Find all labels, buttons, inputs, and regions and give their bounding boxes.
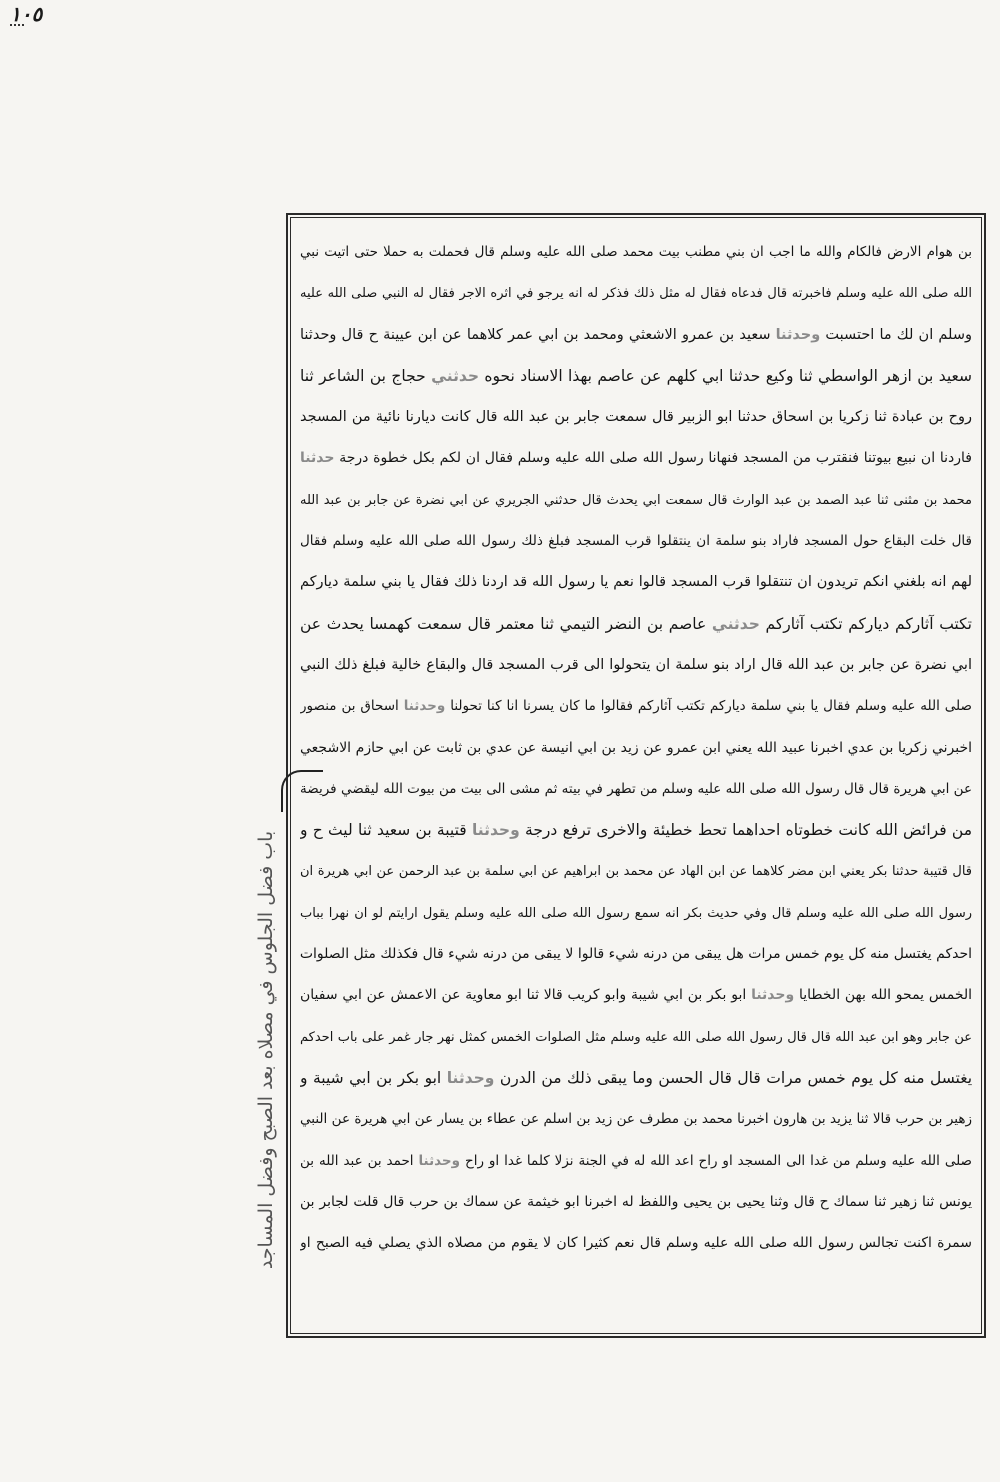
- corner-mark: [10, 24, 24, 28]
- text-segment: عن جابر وهو ابن عبد الله قال قال رسول الله صلى الله عليه وسلم مثل الصلوات الخمس كمثل نهر جار غمر على باب احدكم: [300, 1029, 972, 1045]
- text-line: [300, 1017, 972, 1058]
- text-line: [300, 851, 972, 892]
- text-line: [300, 975, 972, 1016]
- text-line: [300, 604, 972, 645]
- text-segment: روح بن عبادة ثنا زكريا بن اسحاق حدثنا ابو الزبير قال سمعت جابر بن عبد الله قال كانت ديارنا نائية من المسجد: [300, 409, 972, 426]
- text-segment: لهم انه بلغني انكم تريدون ان تنتقلوا قرب المسجد قالوا نعم يا رسول الله قد اردنا ذلك فقال يا بني سلمة دياركم: [300, 574, 972, 591]
- text-segment: صلى الله عليه وسلم من غدا الى المسجد او راح اعد الله له في الجنة نزلا كلما غدا او راح: [465, 1152, 972, 1169]
- hadith-marker: وحدثنا: [471, 821, 520, 840]
- text-segment: تكتب آثاركم دياركم تكتب آثاركم: [765, 614, 972, 633]
- text-line: [300, 645, 972, 686]
- text-segment: قال قتيبة حدثنا بكر يعني ابن مضر كلاهما عن ابن الهاد عن محمد بن ابراهيم عن ابي سلمة بن عبد الرحمن عن ابي هريرة ان: [300, 864, 972, 880]
- hadith-marker: وحدثنا: [403, 698, 446, 715]
- text-line: [300, 315, 972, 356]
- text-line: [300, 397, 972, 438]
- text-segment: صلى الله عليه وسلم فقال يا بني سلمة دياركم تكتب آثاركم فقالوا ما كان يسرنا انا كنا تحولنا: [450, 698, 972, 715]
- text-segment: الخمس يمحو الله بهن الخطايا: [798, 987, 972, 1004]
- text-line: [300, 1099, 972, 1140]
- hadith-marker: وحدثنا: [418, 1152, 461, 1169]
- text-segment: بن هوام الارض فالكام والله ما اجب ان بني مطنب بيت محمد صلى الله عليه وسلم قال فحملت به حملا حتى اتيت نبي: [300, 244, 972, 260]
- text-line: [300, 769, 972, 810]
- hadith-marker: حدثني: [431, 366, 480, 385]
- margin-note-text: باب فضل الجلوس في مصلاه بعد الصبح وفضل المساجد: [255, 830, 278, 1270]
- text-line: [300, 273, 972, 314]
- text-segment: احمد بن عبد الله بن: [300, 1152, 414, 1169]
- text-line: [300, 521, 972, 562]
- text-segment: سمرة اكنت تجالس رسول الله صلى الله عليه وسلم قال نعم كثيرا كان لا يقوم من مصلاه الذي يصلي فيه الصبح او: [300, 1235, 972, 1252]
- text-line: [300, 810, 972, 851]
- text-segment: سعيد بن ازهر الواسطي ثنا وكيع حدثنا ابي كلهم عن عاصم بهذا الاسناد نحوه: [484, 366, 972, 385]
- text-segment: اخبرني زكريا بن عدي اخبرنا عبيد الله يعني ابن عمرو عن زيد بن ابي انيسة عن عدي بن ثابت عن ابي حازم الاشجعي: [300, 739, 972, 756]
- text-line: [300, 438, 972, 479]
- hadith-marker: وحدثنا: [751, 987, 795, 1004]
- text-line: [300, 480, 972, 521]
- text-line: [300, 934, 972, 975]
- text-segment: الله صلى الله عليه وسلم فاخبرته قال فدعاه فقال له مثل ذلك فذكر له انه يرجو في اثره الاجر فقال له النبي صلى الله عليه: [300, 286, 972, 302]
- text-line: [300, 356, 972, 397]
- manuscript-text: [300, 232, 972, 1322]
- hadith-marker: حدثنا: [300, 450, 335, 467]
- text-line: [300, 562, 972, 603]
- text-segment: عاصم بن النضر التيمي ثنا معتمر قال سمعت كهمسا يحدث عن: [300, 614, 707, 633]
- text-segment: من فرائض الله كانت خطوتاه احداهما تحط خطيئة والاخرى ترفع درجة: [525, 821, 972, 840]
- margin-note: [236, 830, 296, 1270]
- text-segment: ابي نضرة عن جابر بن عبد الله قال اراد بنو سلمة ان يتحولوا الى قرب المسجد قال والبقاع خالية فبلغ ذلك النبي: [300, 656, 972, 673]
- text-line: [300, 1058, 972, 1099]
- text-line: [300, 232, 972, 273]
- text-segment: يونس ثنا زهير ثنا سماك ح قال وثنا يحيى بن يحيى واللفظ له اخبرنا ابو خيثمة عن سماك بن حرب قال قلت لجابر بن: [300, 1193, 972, 1210]
- hadith-marker: وحدثنا: [446, 1068, 495, 1087]
- text-segment: اسحاق بن منصور: [300, 698, 399, 715]
- text-segment: قتيبة بن سعيد ثنا ليث ح و: [300, 821, 467, 840]
- text-segment: زهير بن حرب قالا ثنا يزيد بن هارون اخبرنا محمد بن مطرف عن زيد بن اسلم عن عطاء بن يسار عن ابي هريرة عن النبي: [300, 1111, 972, 1128]
- page-number: ١٠٥: [10, 2, 43, 26]
- text-segment: ابو بكر بن ابي شيبة و: [300, 1068, 442, 1087]
- text-segment: عن ابي هريرة قال قال رسول الله صلى الله عليه وسلم من تطهر في بيته ثم مشى الى بيت من بيوت الله ليقضي فريضة: [300, 780, 972, 797]
- text-line: [300, 1141, 972, 1182]
- text-segment: سعيد بن عمرو الاشعثي ومحمد بن ابي عمر كلاهما عن ابن عيينة ح قال وحدثنا: [300, 326, 771, 343]
- text-segment: رسول الله صلى الله عليه وسلم قال وفي حديث بكر انه سمع رسول الله صلى الله عليه وسلم يقول ارايتم لو ان نهرا بباب: [300, 905, 972, 921]
- text-segment: ابو بكر بن ابي شيبة وابو كريب قالا ثنا ابو معاوية عن الاعمش عن ابي سفيان: [300, 987, 747, 1004]
- text-segment: قال خلت البقاع حول المسجد فاراد بنو سلمة ان ينتقلوا قرب المسجد فبلغ ذلك رسول الله صلى الله عليه وسلم فقال: [300, 533, 972, 550]
- text-line: [300, 728, 972, 769]
- text-line: [300, 1223, 972, 1264]
- text-line: [300, 893, 972, 934]
- hadith-marker: وحدثنا: [775, 326, 821, 343]
- text-segment: محمد بن مثنى ثنا عبد الصمد بن عبد الوارث قال سمعت ابي يحدث قال حدثني الجريري عن ابي نضرة عن جابر بن عبد الله: [300, 492, 972, 508]
- text-segment: حجاج بن الشاعر ثنا: [300, 366, 426, 385]
- text-segment: يغتسل منه كل يوم خمس مرات قال قال الحسن وما يبقى ذلك من الدرن: [499, 1068, 972, 1087]
- text-segment: وسلم ان لك ما احتسبت: [825, 326, 972, 343]
- hadith-marker: حدثني: [711, 614, 760, 633]
- text-segment: فاردنا ان نبيع بيوتنا فنقترب من المسجد فنهانا رسول الله صلى الله عليه وسلم فقال ان لكم بكل خطوة درجة: [339, 450, 972, 467]
- text-line: [300, 1182, 972, 1223]
- text-line: [300, 686, 972, 727]
- text-segment: احدكم يغتسل منه كل يوم خمس مرات هل يبقى من درنه شيء قالوا لا يبقى من درنه شيء قال فكذلك مثل الصلوات: [300, 946, 972, 963]
